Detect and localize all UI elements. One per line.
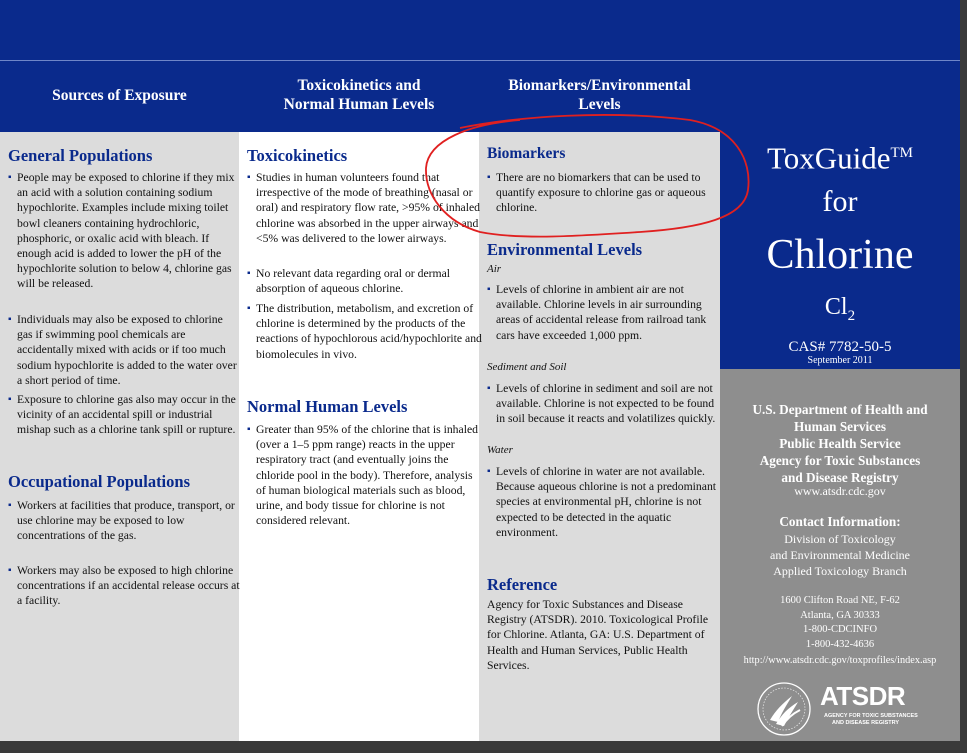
agency-block <box>720 401 960 486</box>
toxicokinetics-heading: Toxicokinetics <box>247 146 348 165</box>
col3-title-line1: Biomarkers/Environmental <box>508 77 691 94</box>
chemical-formula <box>720 292 960 331</box>
for-word: for <box>822 185 858 218</box>
atsdr-logo-text: ATSDR <box>820 681 906 711</box>
agency-website[interactable]: www.atsdr.cdc.gov <box>794 484 886 498</box>
chemical-name: Chlorine <box>766 232 914 278</box>
atsdr-logo-subtitle-1: AGENCY FOR TOXIC SUBSTANCES <box>824 713 918 719</box>
occupational-populations-heading: Occupational Populations <box>8 472 190 491</box>
header-rule <box>0 60 960 61</box>
publication-date: September 2011 <box>807 355 873 366</box>
atsdr-logo-subtitle <box>824 713 918 727</box>
air-subheading: Air <box>487 263 502 275</box>
general-bullet-1: ▪ People may be exposed to chlorine if they mix an acid with a solution containing sodium hypochlorite. Examples include mixing toilet bowl cleaners containing hydrochloric, phosphoric, or oxalic acid with bleach. If enough acid is added to lower the pH of the hypochlorite solution to below 4, chlorine gas will be released. <box>8 170 241 292</box>
formula-subscript: 2 <box>847 307 856 324</box>
col1-title: Sources of Exposure <box>52 87 187 104</box>
col2-title-line2: Normal Human Levels <box>283 96 435 113</box>
trademark-mark: TM <box>890 145 914 161</box>
agency-line-3: Public Health Service <box>779 436 901 451</box>
col2-title-line1: Toxicokinetics and <box>297 77 421 94</box>
general-populations-heading: General Populations <box>8 146 153 165</box>
col2-title <box>239 76 479 114</box>
normal-human-levels-heading: Normal Human Levels <box>247 397 408 416</box>
occupational-bullet-2: ▪ Workers may also be exposed to high chlorine concentrations if an accidental release occurs at a facility. <box>8 563 241 609</box>
viewer-edge-bottom <box>0 741 967 753</box>
air-bullet-1: ▪ Levels of chlorine in ambient air are not available. Chlorine levels in air surrounding areas of accidental release from railroad tank cars have exceeded 1,000 ppm. <box>487 282 722 343</box>
general-bullet-3: ▪ Exposure to chlorine gas also may occur in the vicinity of an accidental spill or industrial mishap such as a chlorine tank spill or rupture. <box>8 392 241 438</box>
reference-heading: Reference <box>487 575 558 594</box>
toxicokinetics-bullet-1: ▪ Studies in human volunteers found that irrespective of the mode of breathing (nasal or oral) and respiratory flow rate, >95% of inhaled chlorine was absorbed in the upper airways and <5% was delivered to the lower airways. <box>247 170 482 246</box>
col3-title <box>479 76 720 114</box>
contact-block <box>720 531 960 579</box>
col3-title-line2: Levels <box>578 96 621 113</box>
water-subheading: Water <box>487 444 513 456</box>
reference-text: Agency for Toxic Substances and Disease Registry (ATSDR). 2010. Toxicological Profile for Chlorine. Atlanta, GA: U.S. Department of Health and Human Services, Public Health Services. <box>487 598 709 672</box>
occupational-bullet-1: ▪ Workers at facilities that produce, transport, or use chlorine may be exposed to low concentrations of the gas. <box>8 498 241 544</box>
agency-line-2: Human Services <box>794 419 886 434</box>
formula-base: Cl <box>824 294 848 320</box>
phone-line-1: 1-800-CDCINFO <box>802 624 878 635</box>
general-bullet-2: ▪ Individuals may also be exposed to chlorine gas if swimming pool chemicals are accidentally mixed with acids or if too much sodium hypochlorite is added to the water over a short period of time. <box>8 312 241 388</box>
contact-heading: Contact Information: <box>779 514 901 529</box>
sediment-soil-bullet-1: ▪ Levels of chlorine in sediment and soil are not available. Chlorine is not expected to be found in soil because it reacts and volatilizes quickly. <box>487 381 722 427</box>
toxguide-title <box>720 134 960 177</box>
toxguide-word: ToxGuide <box>766 140 891 176</box>
cas-number: CAS# 7782-50-5 <box>788 339 892 355</box>
biomarkers-bullet-1: ▪ There are no biomarkers that can be used to quantify exposure to chlorine gas or aqueous chlorine. <box>487 170 722 216</box>
atsdr-logo <box>756 680 956 738</box>
biomarkers-heading: Biomarkers <box>487 145 566 162</box>
agency-line-5: and Disease Registry <box>781 470 899 485</box>
water-bullet-1: ▪ Levels of chlorine in water are not available. Because aqueous chlorine is not a predominant species at environmental pH, chlorine is not expected to be detected in the aquatic environment. <box>487 464 722 540</box>
environmental-levels-heading: Environmental Levels <box>487 240 643 259</box>
normal-human-levels-bullet-1: ▪ Greater than 95% of the chlorine that is inhaled (over a 1–5 ppm range) reacts in the upper respiratory tract (and eventually joins the chloride pool in the body). Therefore, analysis of human biological materials such as blood, urine, and body tissue for chlorine is not considered relevant. <box>247 422 482 528</box>
toxicokinetics-bullet-3: ▪ The distribution, metabolism, and excretion of chlorine is determined by the products of the reactions of hypochlorous acid/hypochlorite and biomolecules in vivo. <box>247 301 482 362</box>
address-line-1: 1600 Clifton Road NE, F-62 <box>780 595 900 606</box>
toxprofiles-link[interactable]: http://www.atsdr.cdc.gov/toxprofiles/index.asp <box>743 655 937 666</box>
toxicokinetics-bullet-2: ▪ No relevant data regarding oral or dermal absorption of aqueous chlorine. <box>247 266 482 296</box>
contact-line-1: Division of Toxicology <box>784 532 896 546</box>
atsdr-logo-subtitle-2: AND DISEASE REGISTRY <box>832 720 900 726</box>
contact-line-2: and Environmental Medicine <box>770 548 910 562</box>
viewer-edge-right <box>960 0 967 753</box>
contact-line-3: Applied Toxicology Branch <box>773 564 907 578</box>
agency-line-4: Agency for Toxic Substances <box>759 453 921 468</box>
agency-line-1: U.S. Department of Health and <box>752 402 928 417</box>
phone-line-2: 1-800-432-4636 <box>805 638 875 650</box>
address-block <box>720 594 960 652</box>
sediment-soil-subheading: Sediment and Soil <box>487 361 567 373</box>
address-line-2: Atlanta, GA 30333 <box>800 609 880 621</box>
